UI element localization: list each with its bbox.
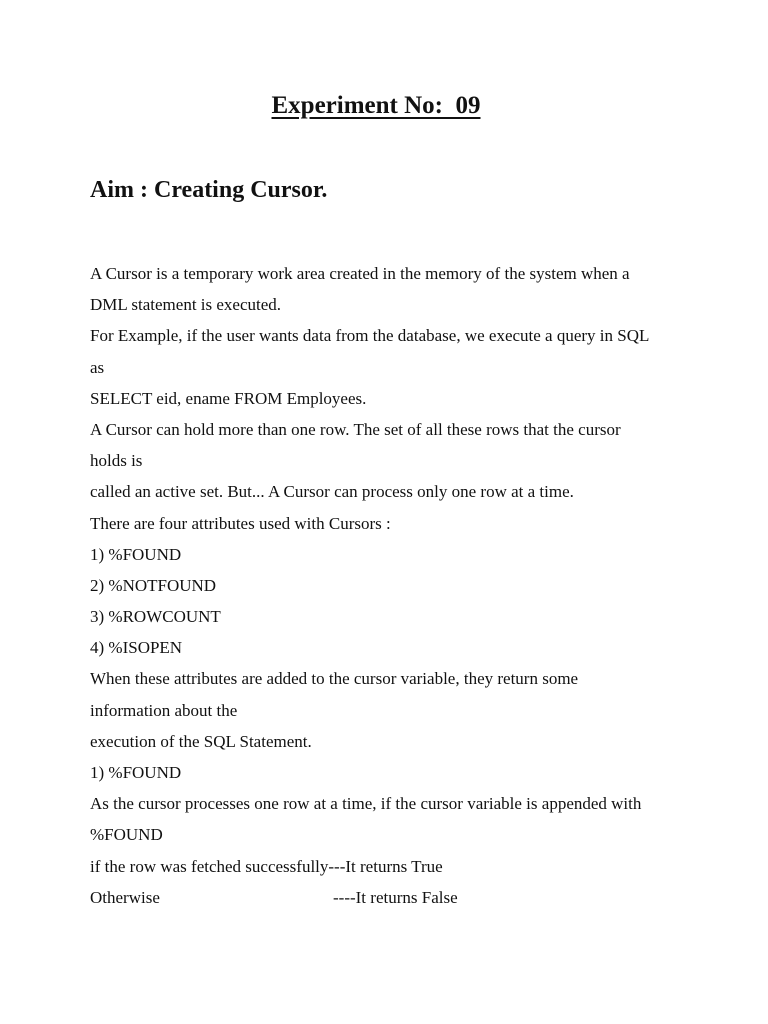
body-line: For Example, if the user wants data from the database, we execute a query in SQL xyxy=(90,326,650,346)
body-line: When these attributes are added to the cursor variable, they return some xyxy=(90,669,579,689)
body-line: There are four attributes used with Cursors : xyxy=(90,513,391,533)
body-line: called an active set. But... A Cursor can process only one row at a time. xyxy=(90,482,574,502)
body-line: DML statement is executed. xyxy=(90,295,282,315)
body-line: execution of the SQL Statement. xyxy=(90,731,312,751)
attribute-list-item: 2) %NOTFOUND xyxy=(90,575,217,595)
body-line: holds is xyxy=(90,451,143,471)
otherwise-row xyxy=(90,882,690,913)
body-line: as xyxy=(90,357,105,377)
section-heading-found: 1) %FOUND xyxy=(90,763,182,782)
otherwise-result: ----It returns False xyxy=(333,887,458,907)
body-line: if the row was fetched successfully---It returns True xyxy=(90,856,443,876)
aim-heading: Aim : Creating Cursor. xyxy=(90,177,328,203)
attribute-list-item: 3) %ROWCOUNT xyxy=(90,607,221,627)
body-line: A Cursor can hold more than one row. The set of all these rows that the cursor xyxy=(90,419,621,439)
body-text xyxy=(90,258,690,913)
experiment-title: Experiment No: 09 xyxy=(271,92,481,119)
attribute-list-item: 1) %FOUND xyxy=(90,544,182,564)
otherwise-label: Otherwise xyxy=(90,887,160,907)
body-line: SELECT eid, ename FROM Employees. xyxy=(90,388,367,408)
body-line: %FOUND xyxy=(90,825,163,845)
body-line: A Cursor is a temporary work area created in the memory of the system when a xyxy=(90,264,630,283)
attribute-list-item: 4) %ISOPEN xyxy=(90,638,183,658)
body-line: information about the xyxy=(90,700,238,720)
body-line: As the cursor processes one row at a time, if the cursor variable is appended with xyxy=(90,794,642,814)
